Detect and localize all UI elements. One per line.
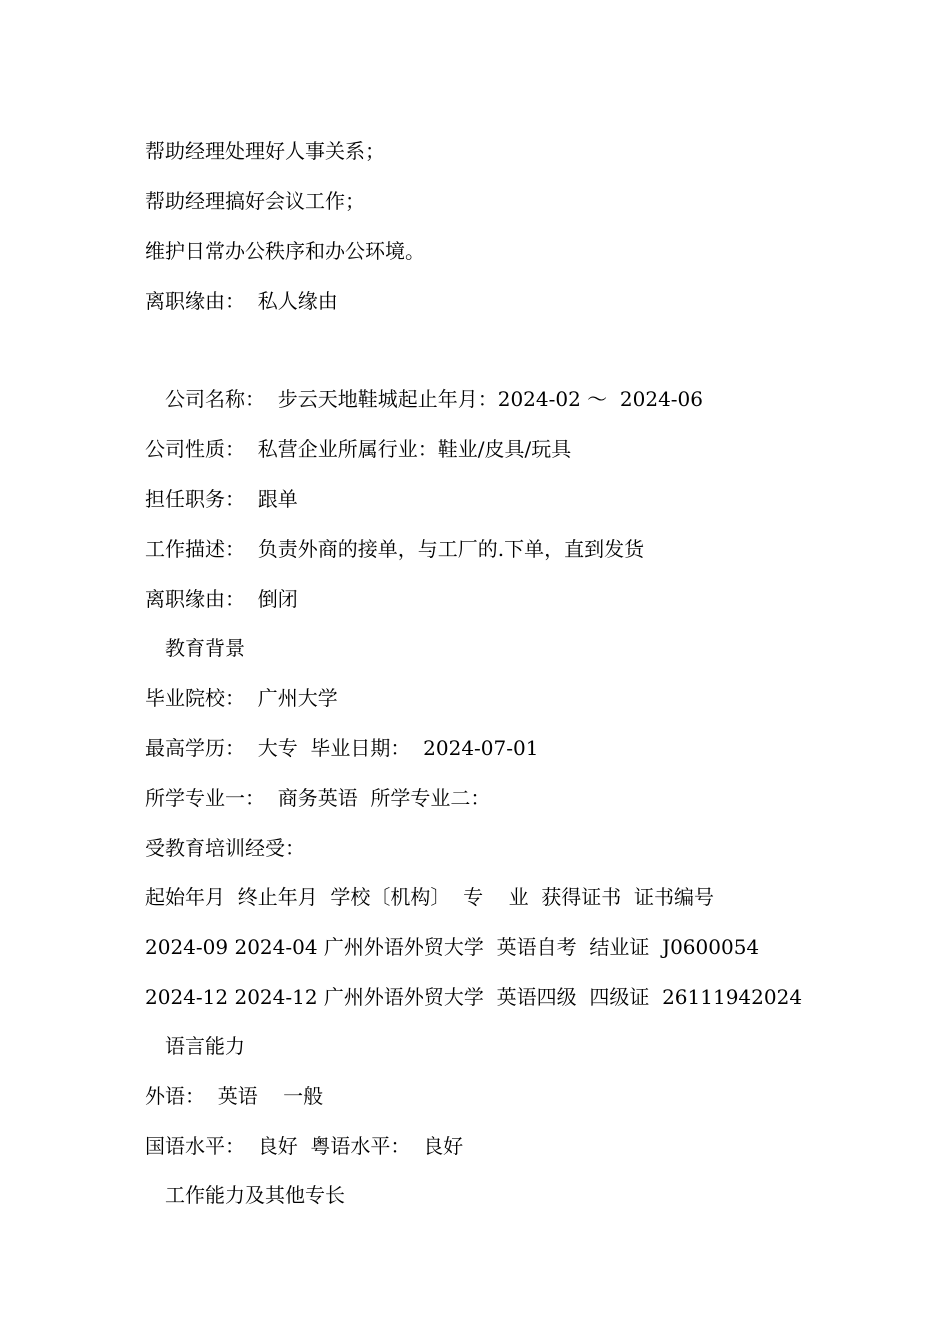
company-name-line: 公司名称： 步云天地鞋城起止年月：2024-02 ～ 2024-06 xyxy=(165,387,703,411)
school-line: 毕业院校： 广州大学 xyxy=(145,686,338,710)
duty-line-3: 维护日常办公秩序和办公环境。 xyxy=(145,239,425,263)
degree-line: 最高学历： 大专 毕业日期： 2024-07-01 xyxy=(145,736,539,760)
duty-line-2: 帮助经理搞好会议工作； xyxy=(145,189,365,213)
training-heading-line: 受教育培训经受： xyxy=(145,836,305,860)
foreign-language-line: 外语： 英语 一般 xyxy=(145,1084,324,1108)
duty-line-1: 帮助经理处理好人事关系； xyxy=(145,139,385,163)
section-heading-language: 语言能力 xyxy=(165,1034,245,1058)
training-row-2: 2024-12 2024-12 广州外语外贸大学 英语四级 四级证 26111942024 xyxy=(145,985,803,1009)
section-heading-skills: 工作能力及其他专长 xyxy=(165,1183,345,1207)
position-line: 担任职务： 跟单 xyxy=(145,487,298,511)
leave-reason-1: 离职缘由： 私人缘由 xyxy=(145,289,338,313)
section-heading-education: 教育背景 xyxy=(165,636,245,660)
major-line: 所学专业一： 商务英语 所学专业二： xyxy=(145,786,491,810)
job-description-line: 工作描述： 负责外商的接单，与工厂的.下单，直到发货 xyxy=(145,537,645,561)
mandarin-cantonese-line: 国语水平： 良好 粤语水平： 良好 xyxy=(145,1134,464,1158)
training-table-header: 起始年月 终止年月 学校〔机构〕 专 业 获得证书 证书编号 xyxy=(145,885,715,909)
leave-reason-2: 离职缘由： 倒闭 xyxy=(145,587,298,611)
training-row-1: 2024-09 2024-04 广州外语外贸大学 英语自考 结业证 J0600054 xyxy=(145,935,760,959)
company-type-line: 公司性质： 私营企业所属行业：鞋业/皮具/玩具 xyxy=(145,437,572,461)
